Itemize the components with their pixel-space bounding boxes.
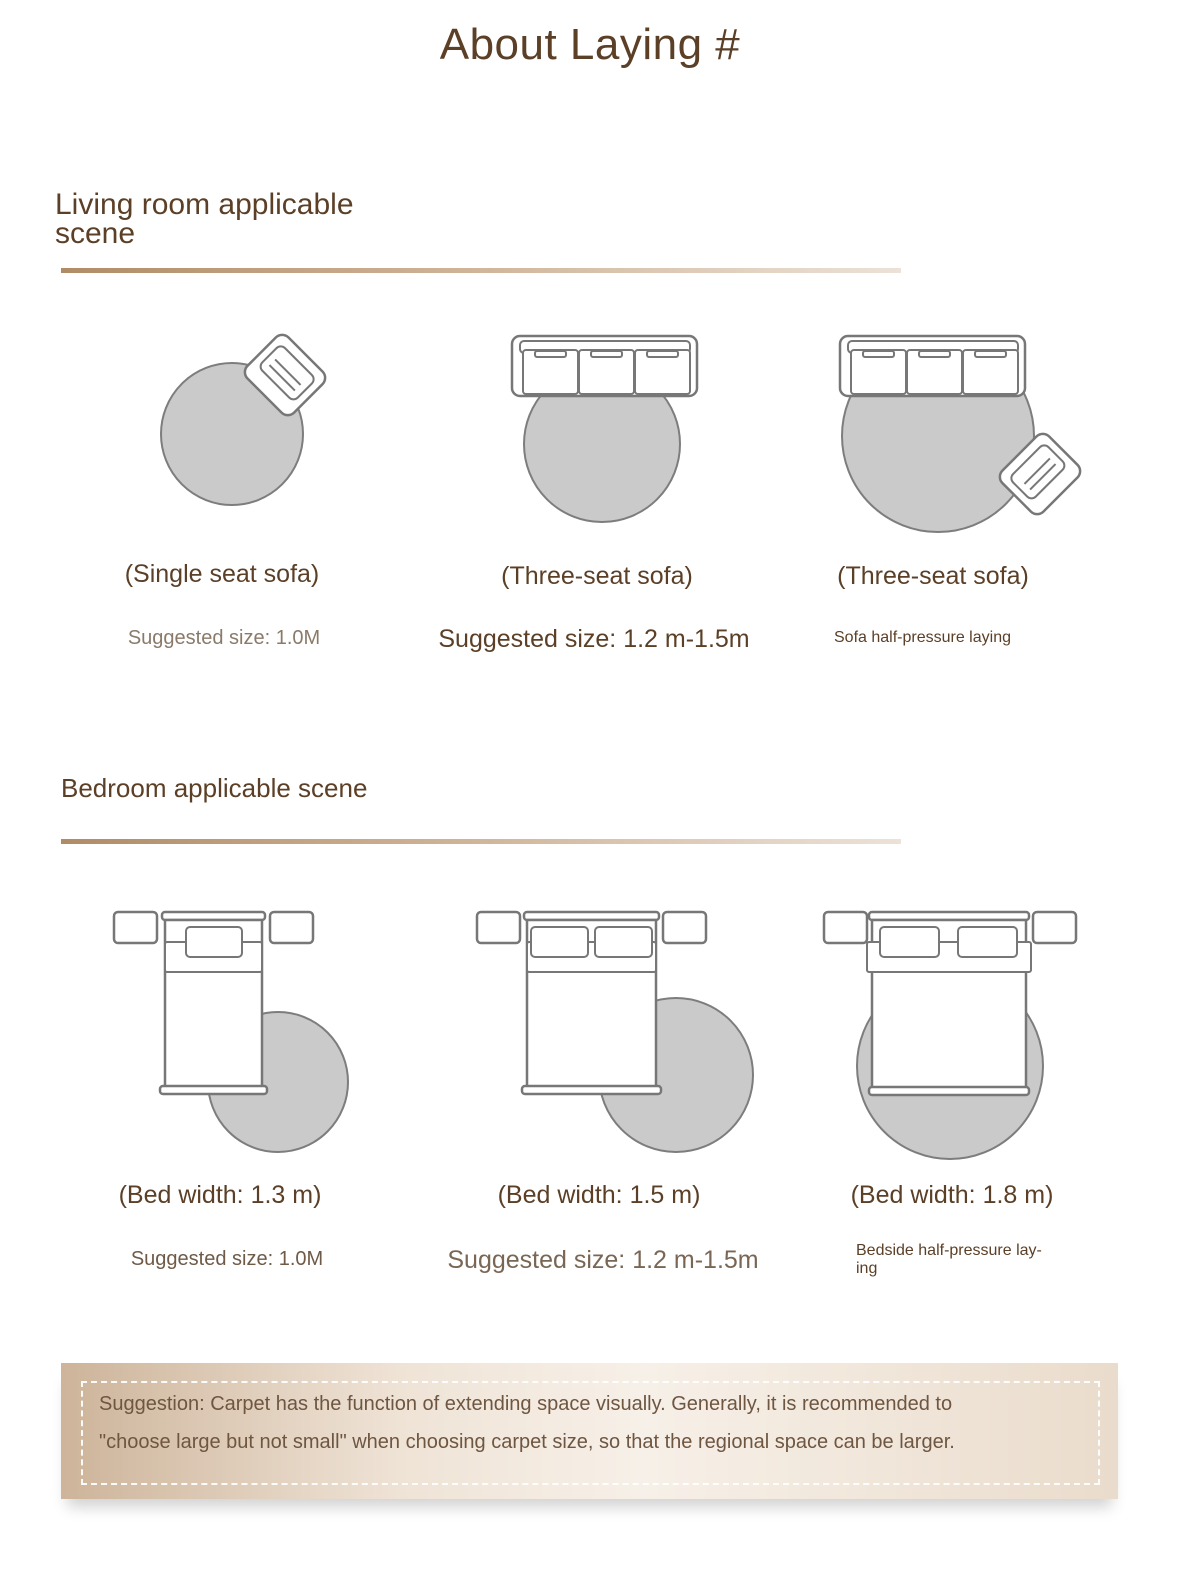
suggestion-text: Suggestion: Carpet has the function of extending space visually. Generally, it is recommended to "choose large but not small" when choosing carpet size, so that the regional space can be larger. — [99, 1393, 955, 1453]
bedroom-size-3: Bedside half-pressure lay- ing — [856, 1242, 1042, 1277]
nightstand — [270, 912, 313, 943]
pillow — [531, 927, 588, 957]
living-caption-3: (Three-seat sofa) — [837, 562, 1029, 590]
sofa-icon — [512, 336, 697, 396]
nightstand — [824, 912, 867, 943]
living-section-title: Living room applicable scene — [55, 188, 354, 250]
bed-1-3m-diagram — [114, 912, 348, 1152]
living-size-2: Suggested size: 1.2 m-1.5m — [438, 625, 750, 653]
nightstand — [114, 912, 157, 943]
bedroom-caption-1: (Bed width: 1.3 m) — [118, 1181, 322, 1209]
pillow — [186, 927, 242, 957]
living-size-1: Suggested size: 1.0M — [127, 627, 321, 649]
nightstand — [1033, 912, 1076, 943]
bed-1-8m-half-pressure-diagram — [824, 912, 1076, 1159]
living-caption-1: (Single seat sofa) — [124, 560, 320, 588]
living-size-3: Sofa half-pressure laying — [834, 629, 1011, 646]
pillow — [880, 927, 939, 957]
nightstand — [477, 912, 520, 943]
bedroom-size-2: Suggested size: 1.2 m-1.5m — [447, 1246, 759, 1274]
bedroom-size-1: Suggested size: 1.0M — [130, 1248, 324, 1270]
single-seat-sofa-diagram — [161, 331, 329, 505]
nightstand — [663, 912, 706, 943]
sofa-icon — [840, 336, 1025, 396]
bedroom-caption-2: (Bed width: 1.5 m) — [497, 1181, 701, 1209]
pillow — [958, 927, 1017, 957]
bedroom-caption-3: (Bed width: 1.8 m) — [850, 1181, 1054, 1209]
bed-1-5m-diagram — [477, 912, 753, 1152]
three-seat-sofa-half-pressure-diagram — [840, 336, 1084, 532]
suggestion-box — [61, 1363, 1118, 1499]
page-title: About Laying # — [439, 20, 741, 69]
bedroom-section-title: Bedroom applicable scene — [61, 773, 368, 803]
pillow — [595, 927, 652, 957]
living-caption-2: (Three-seat sofa) — [501, 562, 693, 590]
three-seat-sofa-diagram — [512, 336, 697, 522]
section-divider — [61, 839, 901, 844]
